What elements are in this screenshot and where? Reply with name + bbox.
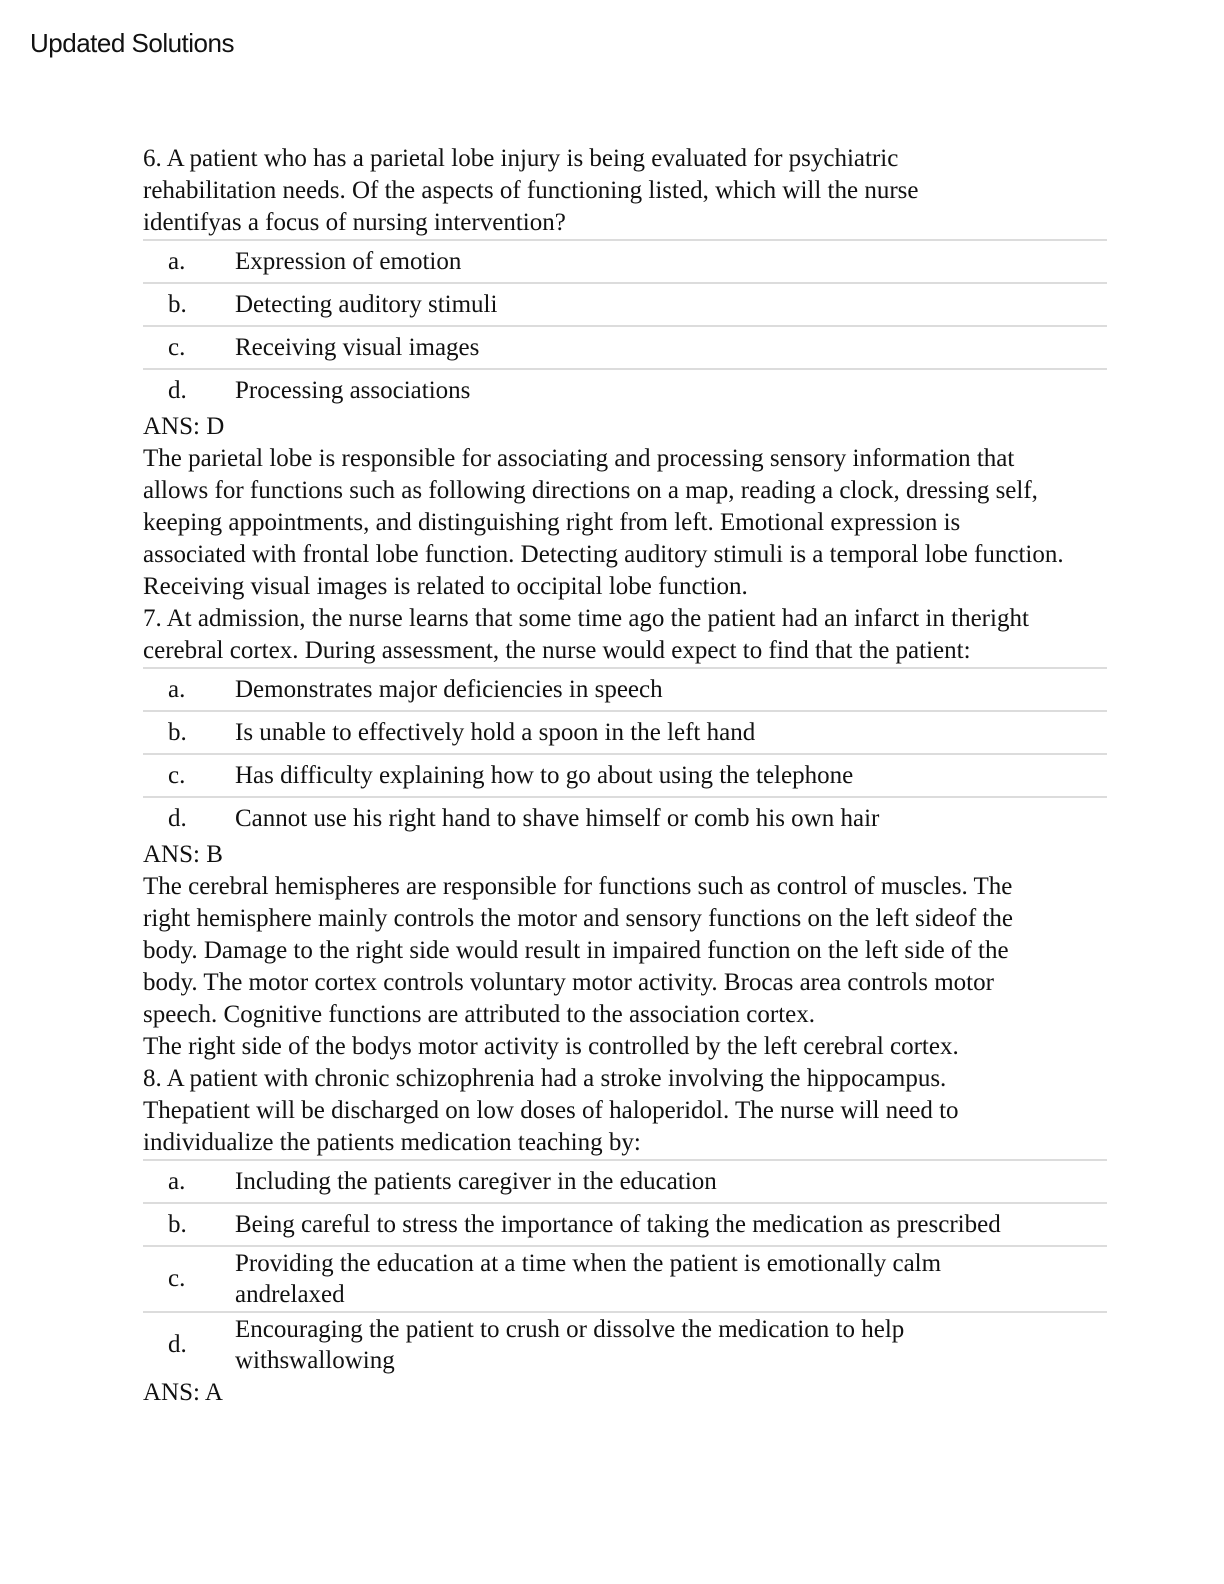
option-row (143, 241, 1107, 284)
rationale-note: The right side of the bodys motor activity is controlled by the left cerebral cortex. (143, 1033, 959, 1060)
option-label: b. (168, 1210, 187, 1238)
option-row (143, 1204, 1107, 1247)
option-label: c. (168, 333, 186, 361)
option-row (143, 755, 1107, 798)
option-text: Receiving visual images (235, 334, 480, 361)
page-header: Updated Solutions (30, 28, 234, 58)
options-table (143, 239, 1107, 411)
option-label: a. (168, 247, 186, 275)
option-label: b. (168, 290, 187, 318)
options-table (143, 1159, 1107, 1377)
rationale: The parietal lobe is responsible for associating and processing sensory information that allows for functions such as following directions on a map, reading a clock, dressing self, keeping appointments, and distinguishing right from left. Emotional expression is associated with frontal lobe function. Detecting auditory stimuli is a temporal lobe function. Receiving visual images is related to occipital lobe function. (143, 445, 1064, 600)
option-label: a. (168, 1167, 186, 1195)
option-row (143, 1161, 1107, 1204)
option-row (143, 669, 1107, 712)
option-text: Encouraging the patient to crush or dissolve the medication to help withswallowing (235, 1316, 905, 1374)
option-label: d. (168, 376, 187, 404)
option-row (143, 1313, 1107, 1377)
question-stem: 8. A patient with chronic schizophrenia had a stroke involving the hippocampus. Thepatient will be discharged on low doses of haloperidol. The nurse will need to individualize the patients medication teaching by: (143, 1065, 959, 1156)
option-label: c. (168, 761, 186, 789)
option-text: Processing associations (235, 377, 471, 404)
option-text: Is unable to effectively hold a spoon in the left hand (235, 719, 756, 746)
option-row (143, 327, 1107, 370)
document-body (143, 143, 1107, 1409)
option-text: Being careful to stress the importance of taking the medication as prescribed (235, 1211, 1001, 1238)
rationale: The cerebral hemispheres are responsible for functions such as control of muscles. The right hemisphere mainly controls the motor and sensory functions on the left sideof the body. Damage to the right side would result in impaired function on the left side of the body. The motor cortex controls voluntary motor activity. Brocas area controls motor speech. Cognitive functions are attributed to the association cortex. (143, 873, 1013, 1028)
option-text: Providing the education at a time when the patient is emotionally calm andrelaxed (235, 1250, 942, 1308)
option-text: Cannot use his right hand to shave himself or comb his own hair (235, 805, 880, 832)
option-label: d. (168, 804, 187, 832)
options-table (143, 667, 1107, 839)
option-row (143, 370, 1107, 411)
option-text: Has difficulty explaining how to go about using the telephone (235, 762, 854, 789)
answer: ANS: B (143, 841, 223, 868)
option-text: Demonstrates major deficiencies in speech (235, 676, 663, 703)
option-row (143, 284, 1107, 327)
question-stem: 6. A patient who has a parietal lobe injury is being evaluated for psychiatric rehabilitation needs. Of the aspects of functioning listed, which will the nurse identifyas a focus of nursing intervention? (143, 145, 919, 236)
option-row (143, 1247, 1107, 1313)
option-label: d. (168, 1331, 187, 1358)
answer: ANS: A (143, 1379, 223, 1406)
option-text: Detecting auditory stimuli (235, 291, 498, 318)
option-row (143, 712, 1107, 755)
option-text: Including the patients caregiver in the education (235, 1168, 717, 1195)
option-label: b. (168, 718, 187, 746)
option-label: c. (168, 1265, 186, 1292)
question-stem: 7. At admission, the nurse learns that some time ago the patient had an infarct in theright cerebral cortex. During assessment, the nurse would expect to find that the patient: (143, 605, 1029, 664)
option-text: Expression of emotion (235, 248, 462, 275)
option-label: a. (168, 675, 186, 703)
answer: ANS: D (143, 413, 225, 440)
option-row (143, 798, 1107, 839)
